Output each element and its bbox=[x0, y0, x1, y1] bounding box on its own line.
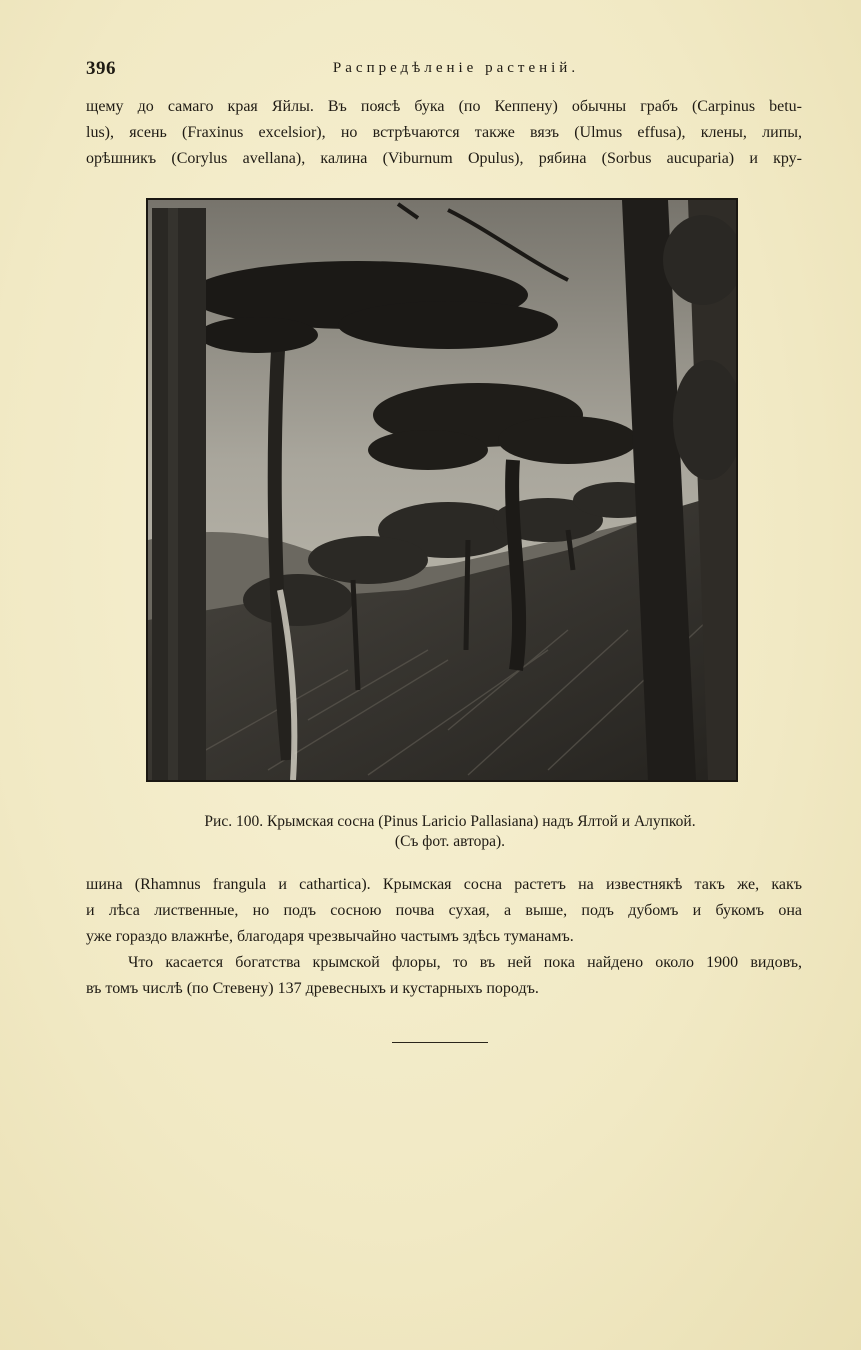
figure-photograph bbox=[146, 198, 738, 782]
text-line: lus), ясень (Fraxinus excelsior), но встрѣчаются также вязъ (Ulmus effusa), клены, липы, bbox=[86, 124, 802, 141]
pine-forest-photo bbox=[148, 200, 736, 780]
page-number: 396 bbox=[86, 58, 116, 79]
paragraph-top bbox=[86, 94, 802, 172]
figure-caption bbox=[120, 812, 780, 852]
caption-title: Рис. 100. Крымская сосна (Pinus Laricio Pallasiana) надъ Ялтой и Алупкой. bbox=[204, 813, 696, 830]
text-line: щему до самаго края Яйлы. Въ поясѣ бука (по Кеппену) обычны грабъ (Carpinus betu- bbox=[86, 98, 802, 115]
paragraph-bottom bbox=[86, 950, 802, 1002]
text-line: Что касается богатства крымской флоры, то въ ней пока найдено около 1900 видовъ, bbox=[128, 954, 802, 971]
page-header bbox=[86, 58, 802, 82]
text-line: въ томъ числѣ (по Стевену) 137 древесныхъ и кустарныхъ породъ. bbox=[86, 980, 539, 997]
caption-credit: (Съ фот. автора). bbox=[394, 833, 506, 850]
text-line: орѣшникъ (Corylus avellana), калина (Viburnum Opulus), рябина (Sorbus aucuparia) и кру- bbox=[86, 150, 802, 167]
text-line: и лѣса лиственные, но подъ сосною почва сухая, а выше, подъ дубомъ и букомъ она bbox=[86, 902, 802, 919]
text-line: шина (Rhamnus frangula и cathartica). Крымская сосна растетъ на известнякѣ такъ же, какъ bbox=[86, 876, 802, 893]
text-line: уже гораздо влажнѣе, благодаря чрезвычайно частымъ здѣсь туманамъ. bbox=[86, 928, 574, 945]
section-divider bbox=[392, 1042, 488, 1043]
paragraph-middle bbox=[86, 872, 802, 950]
running-title: Распредѣленіе растеній. bbox=[332, 60, 580, 76]
